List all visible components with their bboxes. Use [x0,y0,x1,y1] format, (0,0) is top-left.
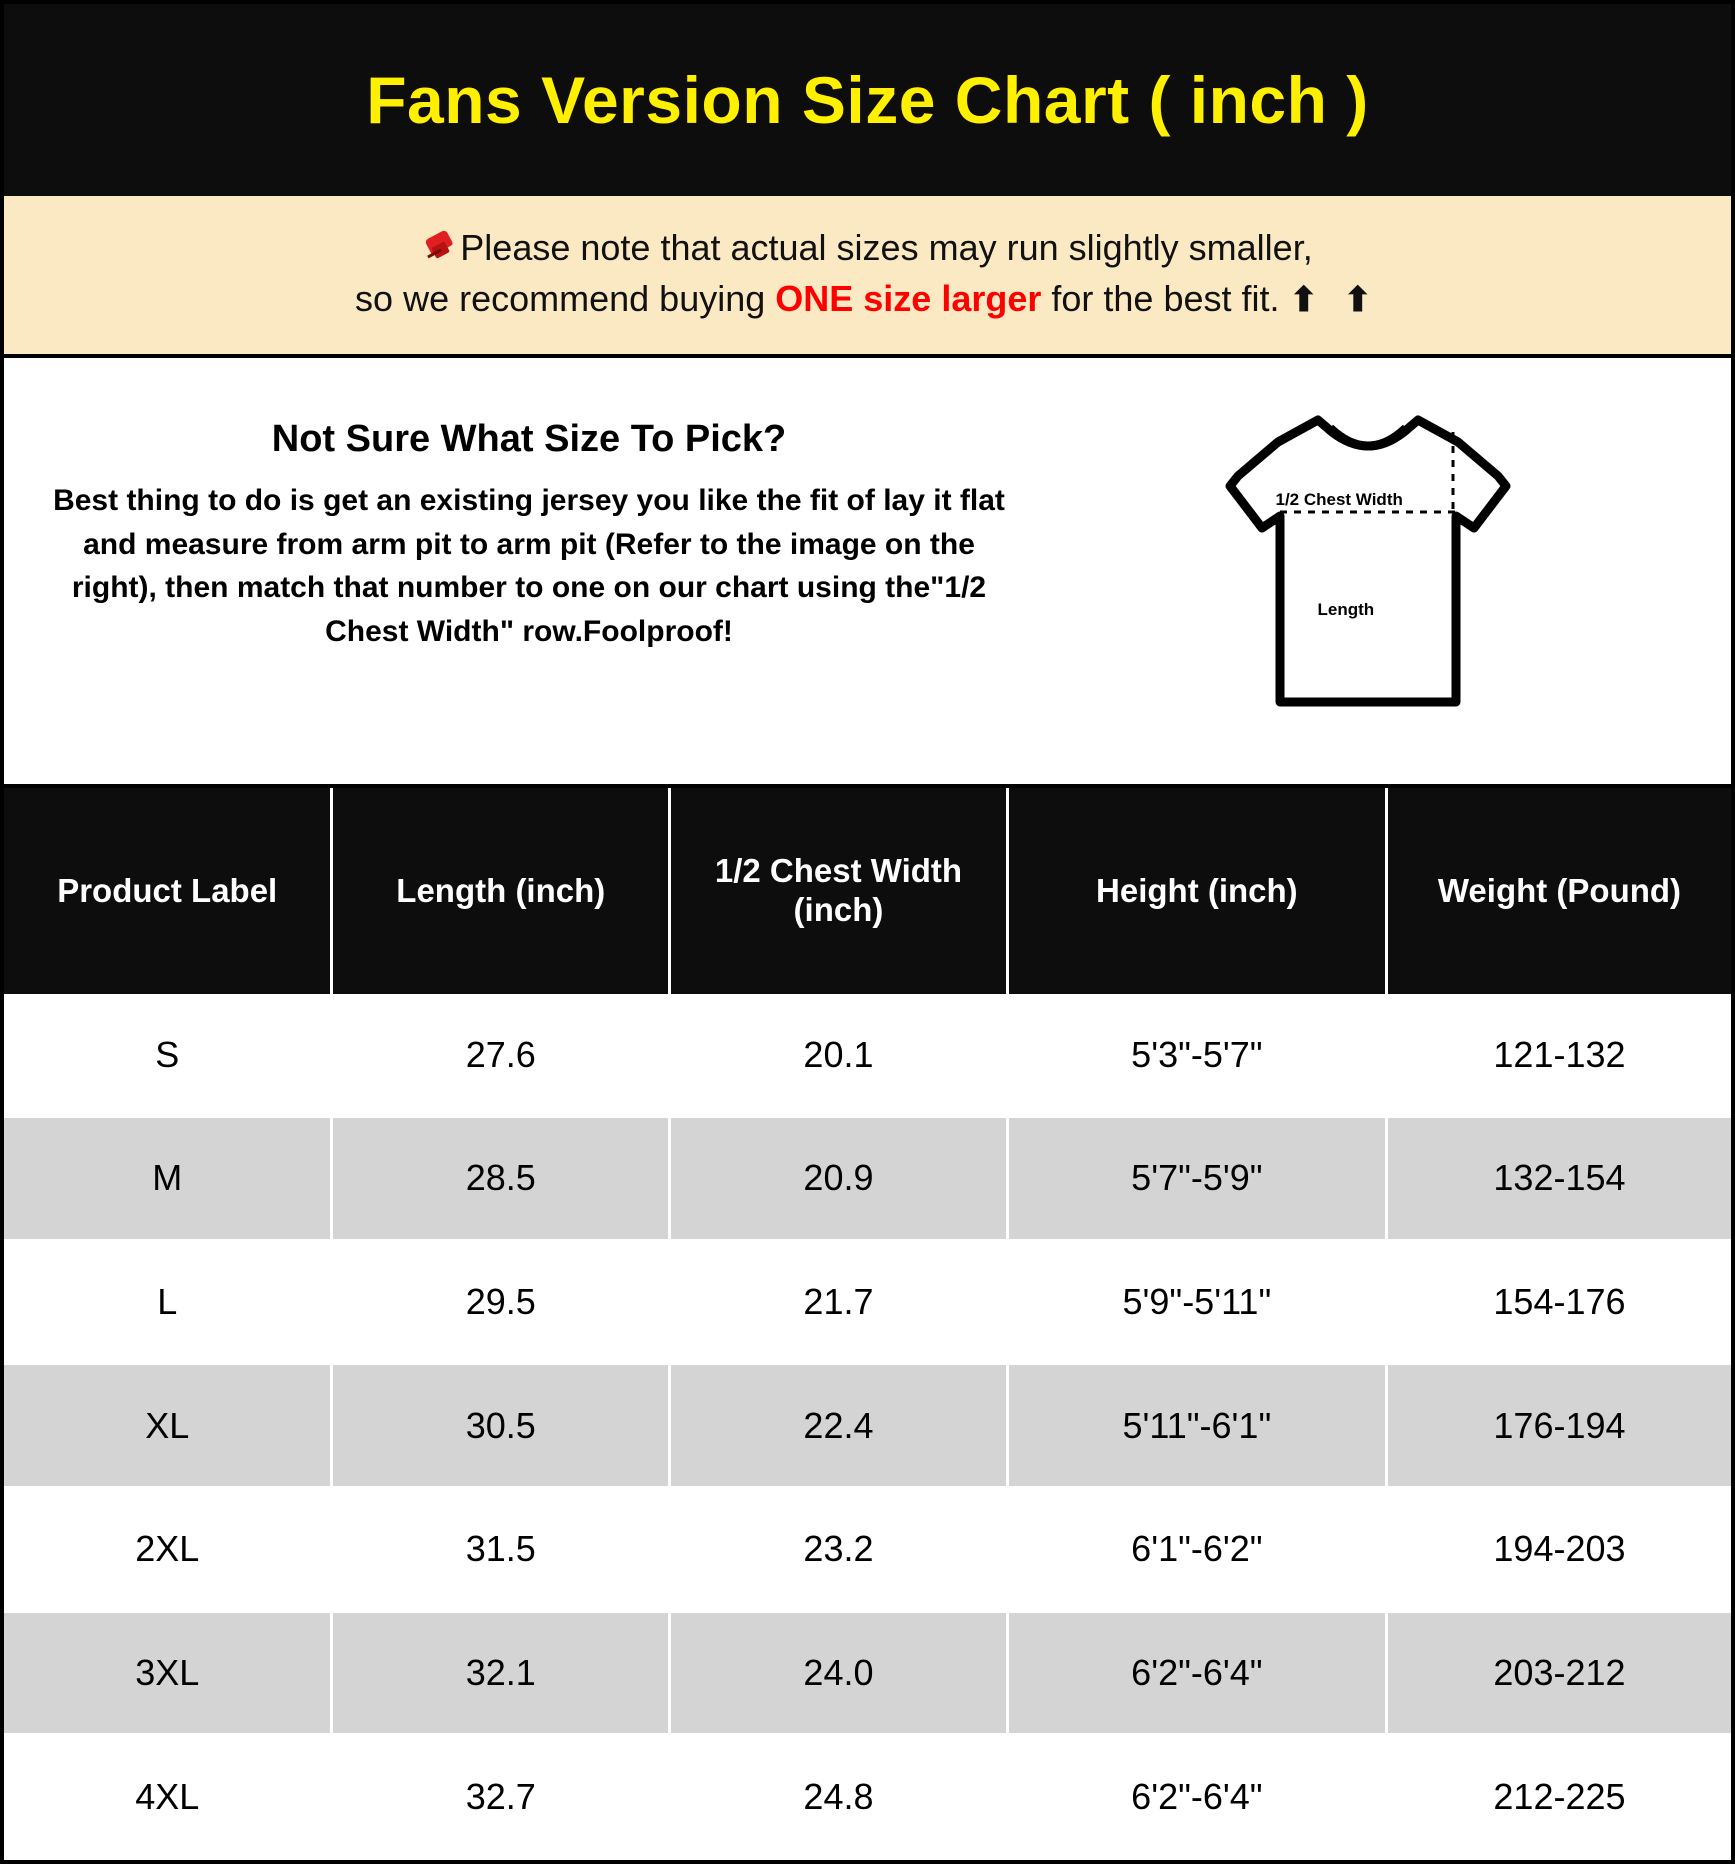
cell-length: 32.1 [332,1611,670,1735]
note-emphasis: ONE size larger [775,278,1042,320]
info-text-block [24,394,1024,653]
table-row [4,1240,1731,1364]
cell-size: 3XL [4,1611,332,1735]
table-header-row [4,788,1731,994]
note-line-2-prefix: so we recommend buying [355,278,776,320]
info-heading: Not Sure What Size To Pick? [271,418,787,461]
table-row [4,994,1731,1116]
cell-weight: 176-194 [1386,1364,1731,1488]
column-header-weight: Weight (Pound) [1386,788,1731,994]
cell-height: 5'7"-5'9" [1007,1116,1386,1240]
cell-chest-width: 23.2 [670,1487,1008,1611]
length-label: Length [1317,600,1375,620]
table-row [4,1364,1731,1488]
cell-weight: 194-203 [1386,1487,1731,1611]
cell-weight: 203-212 [1386,1611,1731,1735]
info-diagram-block [1024,394,1711,732]
column-header-chest-width: 1/2 Chest Width (inch) [670,788,1008,994]
column-header-product-label: Product Label [4,788,332,994]
page-header [4,4,1731,196]
chest-width-label: 1/2 Chest Width [1275,490,1403,510]
cell-length: 32.7 [332,1735,670,1859]
cell-weight: 154-176 [1386,1240,1731,1364]
size-table [4,788,1731,1860]
tshirt-diagram [1218,402,1518,732]
cell-height: 6'2"-6'4" [1007,1735,1386,1859]
column-header-length: Length (inch) [332,788,670,994]
cell-weight: 212-225 [1386,1735,1731,1859]
cell-weight: 121-132 [1386,994,1731,1116]
note-banner [4,196,1731,358]
cell-chest-width: 22.4 [670,1364,1008,1488]
cell-height: 6'2"-6'4" [1007,1611,1386,1735]
table-row [4,1735,1731,1859]
tshirt-icon [1218,402,1518,732]
cell-chest-width: 24.8 [670,1735,1008,1859]
cell-length: 31.5 [332,1487,670,1611]
info-body: Best thing to do is get an existing jersey you like the fit of lay it flat and measure from arm pit to arm pit (Refer to the image on the right), then match that number to one on our chart using the"1/2 Chest Width" row.Foolproof! [53,484,1005,648]
table-row [4,1611,1731,1735]
note-line-2 [44,273,1691,324]
note-line-2-suffix: for the best fit. [1041,278,1290,320]
cell-height: 5'11"-6'1" [1007,1364,1386,1488]
cell-size: 2XL [4,1487,332,1611]
cell-height: 6'1"-6'2" [1007,1487,1386,1611]
pushpin-icon [422,232,456,266]
cell-size: L [4,1240,332,1364]
size-table-wrapper [4,788,1731,1860]
info-section [4,358,1731,788]
cell-chest-width: 21.7 [670,1240,1008,1364]
cell-size: S [4,994,332,1116]
cell-chest-width: 20.9 [670,1116,1008,1240]
page-title: Fans Version Size Chart ( inch ) [366,63,1369,137]
note-line-1 [44,222,1691,273]
cell-length: 30.5 [332,1364,670,1488]
cell-height: 5'9"-5'11" [1007,1240,1386,1364]
table-row [4,1487,1731,1611]
note-line-1-text: Please note that actual sizes may run slightly smaller, [460,227,1313,268]
cell-weight: 132-154 [1386,1116,1731,1240]
cell-length: 27.6 [332,994,670,1116]
cell-size: M [4,1116,332,1240]
cell-length: 29.5 [332,1240,670,1364]
column-header-height: Height (inch) [1007,788,1386,994]
arrow-up-icon: ⬆ ⬆ [1289,281,1380,320]
cell-size: XL [4,1364,332,1488]
cell-length: 28.5 [332,1116,670,1240]
table-row [4,1116,1731,1240]
cell-chest-width: 24.0 [670,1611,1008,1735]
cell-chest-width: 20.1 [670,994,1008,1116]
cell-height: 5'3"-5'7" [1007,994,1386,1116]
cell-size: 4XL [4,1735,332,1859]
